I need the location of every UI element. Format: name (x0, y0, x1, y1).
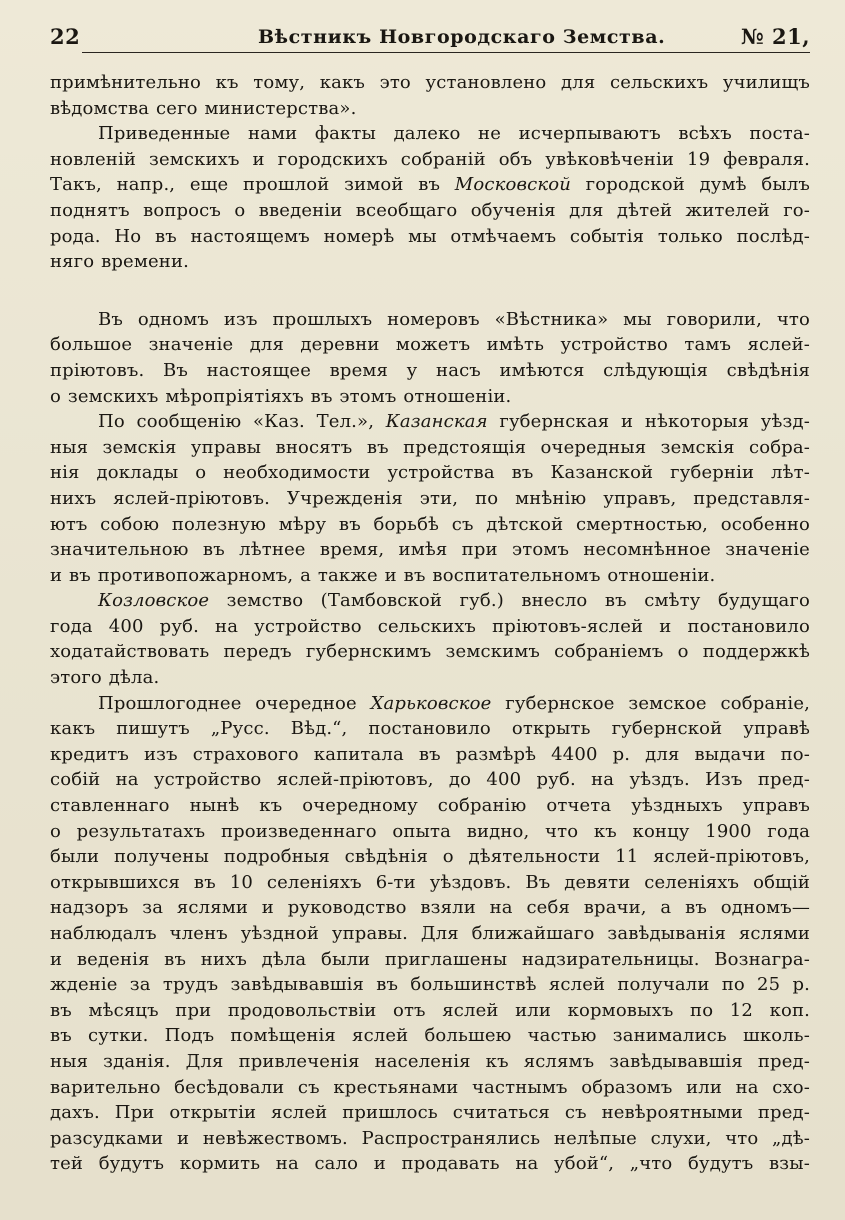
text-line: надзоръ за яслями и руководство взяли на себя врачи, а въ одномъ— (50, 897, 810, 919)
text-line: ютъ собою полезную мѣру въ борьбѣ съ дѣтской смертностью, особенно (50, 513, 810, 535)
text-line: наблюдалъ членъ уѣздной управы. Для ближайшаго завѣдыванія яслями (50, 923, 810, 944)
text-line: Козловское земство (Тамбовской губ.) внесло въ смѣту будущаго (98, 590, 810, 612)
text-line: этого дѣла. (50, 667, 160, 689)
text-line: тей будутъ кормить на сало и продавать на убой“, „что будутъ взы- (50, 1153, 810, 1175)
text-line: По сообщенію «Каз. Тел.», Казанская губернская и нѣкоторыя уѣзд- (98, 411, 810, 433)
issue-number: № 21, (740, 24, 810, 49)
text-line: въ сутки. Подъ помѣщенія яслей большею частью занимались школь- (50, 1025, 810, 1047)
text-line: Прошлогоднее очередное Харьковское губернское земское собраніе, (98, 692, 810, 714)
text-line: нихъ яслей-пріютовъ. Учрежденія эти, по мнѣнію управъ, представля- (50, 487, 810, 509)
text-line: собій на устройство яслей-пріютовъ, до 400 руб. на уѣздъ. Изъ пред- (50, 769, 810, 791)
page-number: 22 (50, 24, 81, 49)
paragraph (50, 307, 810, 409)
text-line: большое значеніе для деревни можетъ имѣть устройство тамъ яслей- (50, 334, 810, 356)
text-line: въ мѣсяцъ при продовольствіи отъ яслей или кормовыхъ по 12 коп. (50, 999, 810, 1021)
text-line: кредитъ изъ страхового капитала въ размѣрѣ 4400 р. для выдачи по- (50, 743, 810, 765)
paragraph (50, 121, 810, 275)
text-line: открывшихся въ 10 селеніяхъ 6-ти уѣздовъ. Въ девяти селеніяхъ общій (50, 871, 810, 893)
text-line: о результатахъ произведеннаго опыта видно, что къ концу 1900 года (50, 820, 810, 842)
text-line: рода. Но въ настоящемъ номерѣ мы отмѣчаемъ событія только послѣд- (50, 225, 810, 247)
journal-title: Вѣстникъ Новгородскаго Земства. (258, 26, 666, 48)
section-gap (50, 275, 810, 307)
paragraph (50, 409, 810, 588)
text-line: Такъ, напр., еще прошлой зимой въ Московской городской думѣ былъ (50, 174, 810, 196)
text-line: няго времени. (50, 251, 189, 273)
text-line: пріютовъ. Въ настоящее время у насъ имѣются слѣдующія свѣдѣнія (50, 359, 810, 381)
text-line: новленій земскихъ и городскихъ собраній объ увѣковѣченіи 19 февраля. (50, 148, 810, 170)
running-header (50, 18, 810, 54)
emphasis-kharkov: Харьковское (370, 692, 492, 714)
header-rule (82, 52, 810, 53)
text-line: ныя земскія управы вносятъ въ предстоящія очередныя земскія собра- (50, 436, 810, 458)
paragraph-continuation (50, 70, 810, 121)
text-line: вѣдомства сего министерства». (50, 97, 357, 119)
text-line: жденіе за трудъ завѣдывавшія въ большинствѣ яслей получали по 25 р. (50, 974, 810, 996)
text-line: и въ противопожарномъ, а также и въ воспитательномъ отношеніи. (50, 564, 716, 586)
text-line: ходатайствовать передъ губернскимъ земскимъ собраніемъ о поддержкѣ (50, 641, 810, 663)
emphasis-kazan: Казанская (385, 411, 488, 433)
text-line: и веденія въ нихъ дѣла были приглашены надзирательницы. Вознагра- (50, 948, 810, 970)
article-body (50, 70, 810, 1177)
text-line: разсудками и невѣжествомъ. Распространялись нелѣпые слухи, что „дѣ- (50, 1127, 810, 1149)
text-line: примѣнительно къ тому, какъ это установлено для сельскихъ училищъ (50, 72, 810, 93)
text-line: были получены подробныя свѣдѣнія о дѣятельности 11 яслей-пріютовъ, (50, 846, 810, 868)
text-line: Приведенные нами факты далеко не исчерпываютъ всѣхъ поста- (98, 123, 810, 145)
text-line: варительно бесѣдовали съ крестьянами частнымъ образомъ или на схо- (50, 1076, 810, 1098)
text-line: ныя зданія. Для привлеченія населенія къ яслямъ завѣдывавшія пред- (50, 1050, 810, 1072)
text-line: значительною въ лѣтнее время, имѣя при этомъ несомнѣнное значеніе (50, 539, 810, 561)
text-line: поднятъ вопросъ о введеніи всеобщаго обученія для дѣтей жителей го- (50, 199, 810, 221)
paragraph (50, 691, 810, 1177)
paragraph (50, 588, 810, 690)
text-line: Въ одномъ изъ прошлыхъ номеровъ «Вѣстника» мы говорили, что (98, 308, 810, 330)
text-line: ставленнаго нынѣ къ очередному собранію отчета уѣздныхъ управъ (50, 795, 810, 817)
text-line: какъ пишутъ „Русс. Вѣд.“, постановило открыть губернской управѣ (50, 718, 810, 740)
emphasis-moscow: Московской (454, 174, 571, 196)
emphasis-kozlov: Козловское (98, 590, 210, 612)
text-line: года 400 руб. на устройство сельскихъ пріютовъ-яслей и постановило (50, 615, 810, 637)
text-line: о земскихъ мѣропріятіяхъ въ этомъ отношеніи. (50, 385, 512, 407)
text-line: дахъ. При открытіи яслей пришлось считаться съ невѣроятными пред- (50, 1102, 810, 1124)
text-line: нія доклады о необходимости устройства въ Казанской губерніи лѣт- (50, 462, 810, 484)
